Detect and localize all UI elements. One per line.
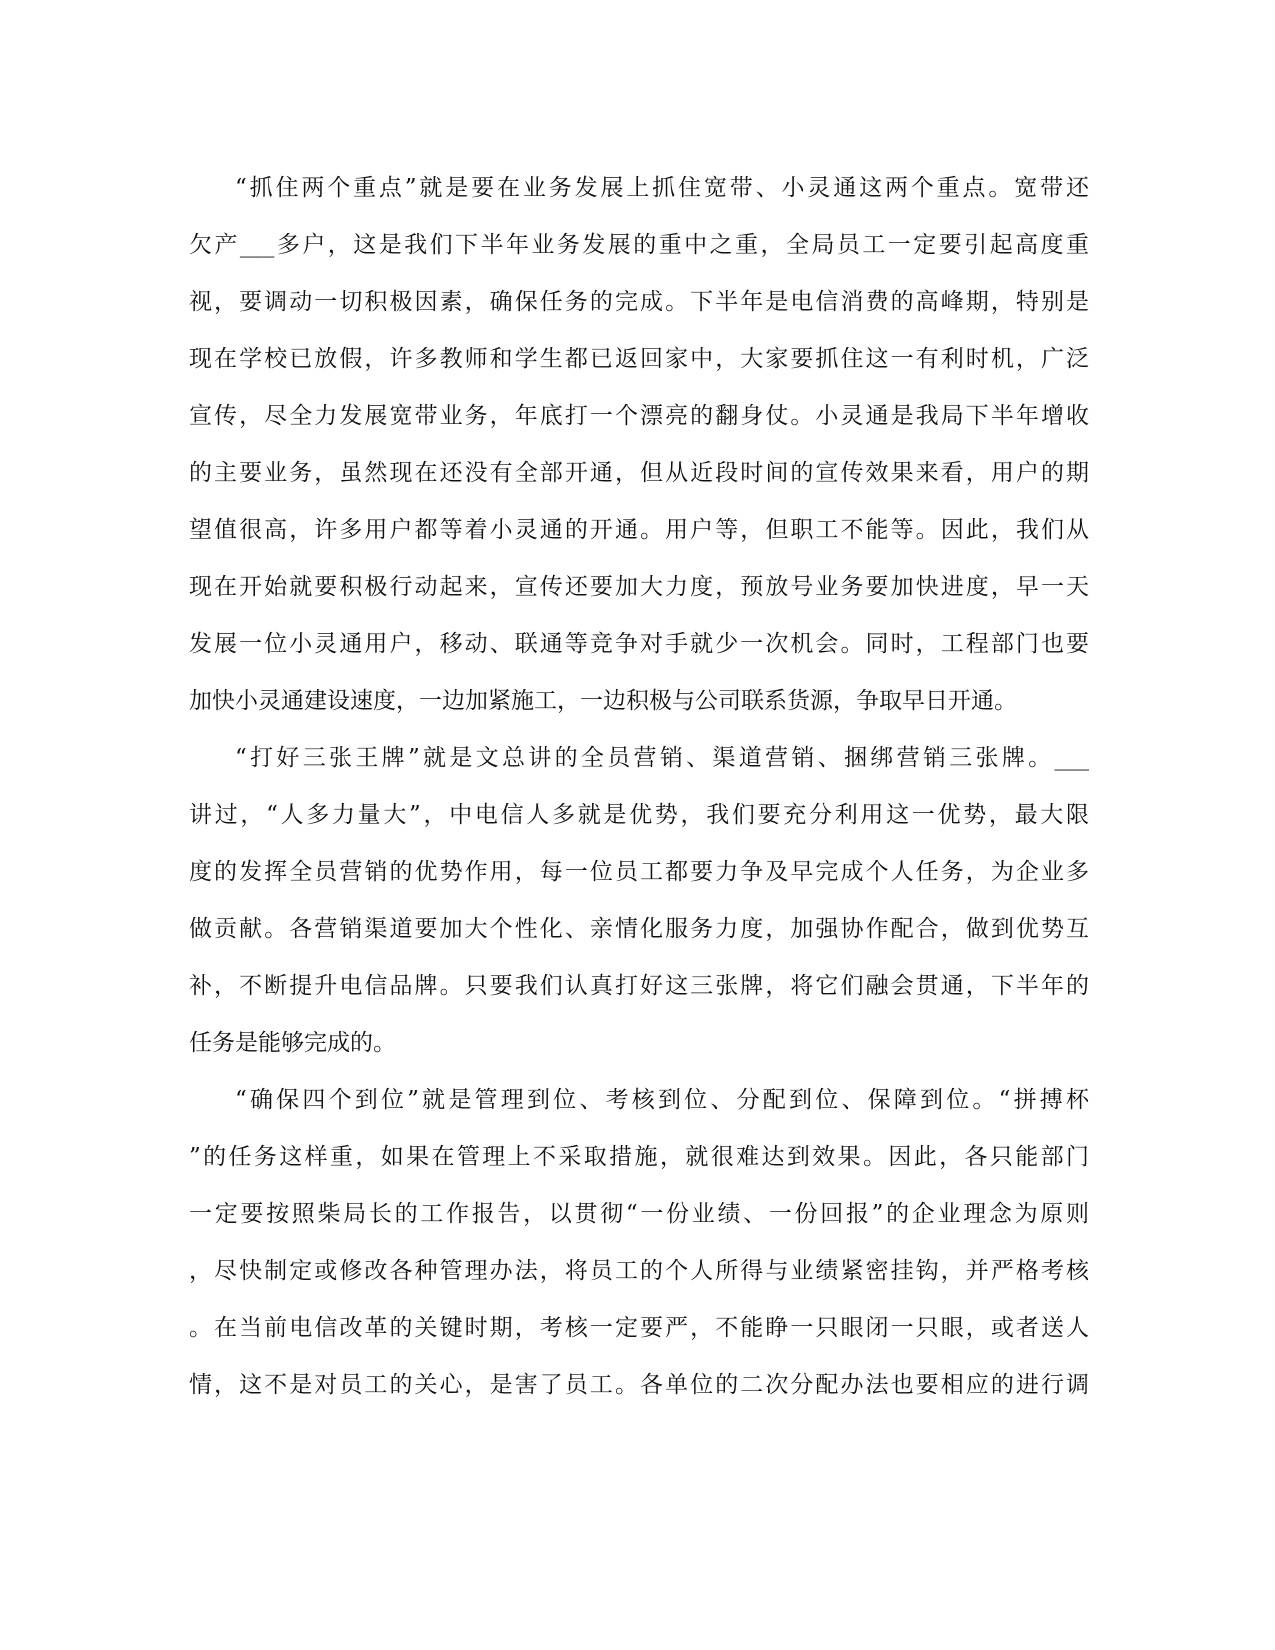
- text-line: ，尽快制定或修改各种管理办法，将员工的个人所得与业绩紧密挂钩，并严格考核: [189, 1258, 1089, 1284]
- text-line: “打好三张王牌”就是文总讲的全员营销、渠道营销、捆绑营销三张牌。___: [235, 745, 1089, 771]
- paragraph-two-key-points: [189, 160, 1089, 730]
- text-line: 宣传，尽全力发展宽带业务，年底打一个漂亮的翻身仗。小灵通是我局下半年增收: [189, 403, 1089, 429]
- paragraph-three-trump-cards: [189, 730, 1089, 1072]
- text-line: ”的任务这样重，如果在管理上不采取措施，就很难达到效果。因此，各只能部门: [189, 1144, 1089, 1170]
- text-line: 补，不断提升电信品牌。只要我们认真打好这三张牌，将它们融会贯通，下半年的: [189, 973, 1089, 999]
- body-text: [189, 160, 1089, 1414]
- text-line: 。在当前电信改革的关键时期，考核一定要严，不能睁一只眼闭一只眼，或者送人: [189, 1315, 1089, 1341]
- text-line: 现在开始就要积极行动起来，宣传还要加大力度，预放号业务要加快进度，早一天: [189, 574, 1089, 600]
- text-line: 讲过，“人多力量大”，中电信人多就是优势，我们要充分利用这一优势，最大限: [189, 802, 1089, 828]
- text-line: 任务是能够完成的。: [189, 1030, 396, 1056]
- text-line: 加快小灵通建设速度，一边加紧施工，一边积极与公司联系货源，争取早日开通。: [189, 688, 1017, 714]
- text-line: “抓住两个重点”就是要在业务发展上抓住宽带、小灵通这两个重点。宽带还: [235, 175, 1089, 201]
- paragraph-four-in-place: [189, 1072, 1089, 1414]
- text-line: 欠产___多户，这是我们下半年业务发展的重中之重，全局员工一定要引起高度重: [189, 232, 1089, 258]
- text-line: 一定要按照柴局长的工作报告，以贯彻“一份业绩、一份回报”的企业理念为原则: [189, 1201, 1089, 1227]
- text-line: 视，要调动一切积极因素，确保任务的完成。下半年是电信消费的高峰期，特别是: [189, 289, 1089, 315]
- text-line: 情，这不是对员工的关心，是害了员工。各单位的二次分配办法也要相应的进行调: [189, 1372, 1089, 1398]
- text-line: 做贡献。各营销渠道要加大个性化、亲情化服务力度，加强协作配合，做到优势互: [189, 916, 1089, 942]
- text-line: 度的发挥全员营销的优势作用，每一位员工都要力争及早完成个人任务，为企业多: [189, 859, 1089, 885]
- text-line: “确保四个到位”就是管理到位、考核到位、分配到位、保障到位。“拼搏杯: [235, 1087, 1089, 1113]
- text-line: 现在学校已放假，许多教师和学生都已返回家中，大家要抓住这一有利时机，广泛: [189, 346, 1089, 372]
- text-line: 发展一位小灵通用户，移动、联通等竞争对手就少一次机会。同时，工程部门也要: [189, 631, 1089, 657]
- text-line: 的主要业务，虽然现在还没有全部开通，但从近段时间的宣传效果来看，用户的期: [189, 460, 1089, 486]
- text-line: 望值很高，许多用户都等着小灵通的开通。用户等，但职工不能等。因此，我们从: [189, 517, 1089, 543]
